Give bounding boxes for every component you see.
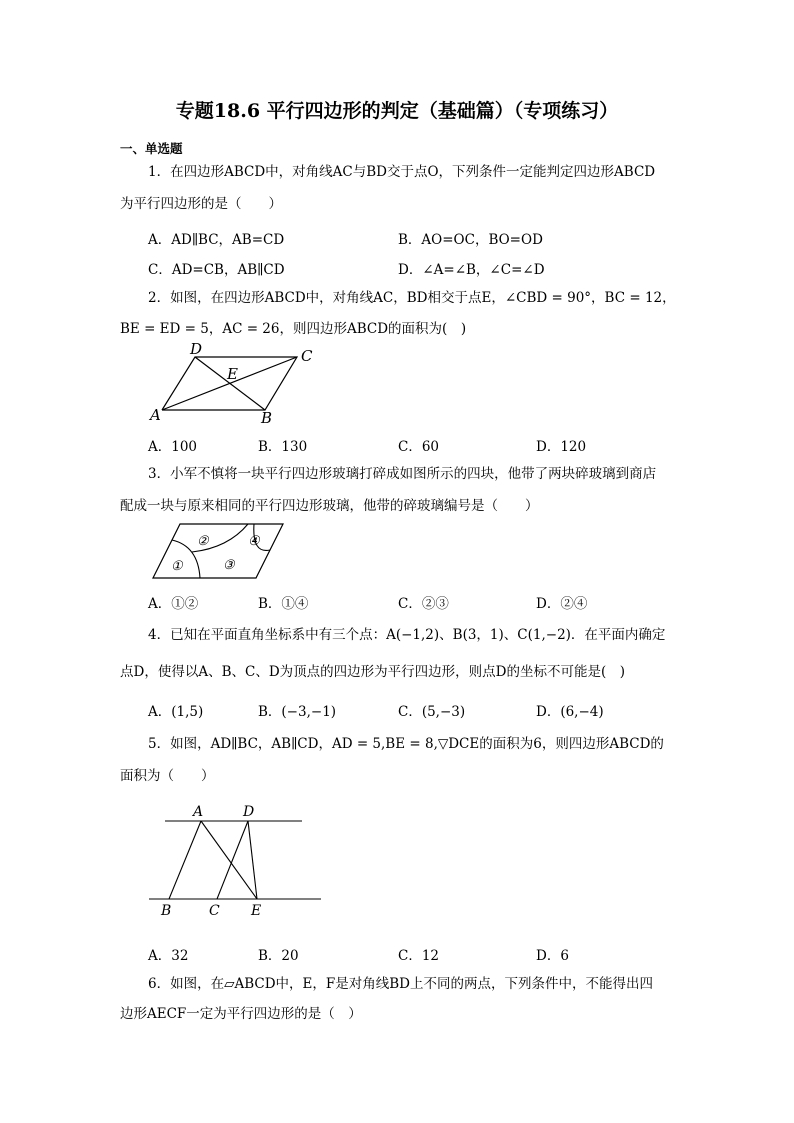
q2-label-d: D [190, 340, 203, 358]
q4-line2: 点D，使得以A、B、C、D为顶点的四边形为平行四边形，则点D的坐标不可能是( ) [120, 664, 626, 680]
q2-label-b: B [261, 409, 273, 427]
q2-label-a: A [150, 406, 161, 424]
q3-figure [150, 522, 286, 580]
q3-label-4: ④ [248, 534, 260, 549]
q1-line2: 为平行四边形的是（ ） [120, 196, 282, 212]
q6-line1: 6．如图，在▱ABCD中，E，F是对角线BD上不同的两点，下列条件中，不能得出四 [148, 976, 654, 992]
q3-label-3: ③ [223, 558, 235, 573]
q1-line1: 1．在四边形ABCD中，对角线AC与BD交于点O，下列条件一定能判定四边形ABCD [148, 164, 656, 180]
q4-option-d: D．(6,−4) [536, 704, 604, 720]
q2-line2: BE = ED = 5，AC = 26，则四边形ABCD的面积为( ) [120, 321, 467, 337]
q5-label-e: E [251, 903, 262, 919]
q5-option-b: B．20 [258, 948, 299, 964]
q5-label-a: A [193, 804, 204, 820]
q6-line2: 边形AECF一定为平行四边形的是（ ） [120, 1006, 362, 1022]
q3-label-2: ② [197, 534, 209, 549]
q3-option-c: C．②③ [398, 596, 449, 612]
q5-label-c: C [209, 903, 220, 919]
q2-option-d: D．120 [536, 439, 587, 455]
q4-option-c: C．(5,−3) [398, 704, 466, 720]
q3-line1: 3．小军不慎将一块平行四边形玻璃打碎成如图所示的四块，他带了两块碎玻璃到商店 [148, 466, 657, 482]
q4-line1: 4．已知在平面直角坐标系中有三个点：A(−1,2)、B(3，1)、C(1,−2)．在平面内确定 [148, 627, 666, 643]
q5-option-c: C．12 [398, 948, 440, 964]
q1-option-d: D．∠A=∠B，∠C=∠D [398, 262, 545, 278]
q5-label-b: B [161, 903, 172, 919]
q2-option-c: C．60 [398, 439, 440, 455]
q3-option-b: B．①④ [258, 596, 309, 612]
q1-option-c: C．AD=CB，AB∥CD [148, 262, 285, 278]
q2-label-c: C [301, 347, 313, 365]
q5-segment-de [248, 821, 257, 899]
q5-figure [145, 802, 325, 920]
q2-option-b: B．130 [258, 439, 308, 455]
q4-option-a: A．(1,5) [148, 704, 204, 720]
q3-option-a: A．①② [148, 596, 199, 612]
q1-option-b: B．AO=OC，BO=OD [398, 232, 543, 248]
q2-label-e: E [227, 365, 238, 383]
section-heading: 一、单选题 [120, 141, 183, 156]
page-title: 专题18.6 平行四边形的判定（基础篇）（专项练习） [175, 100, 619, 122]
q5-option-a: A．32 [148, 948, 189, 964]
q5-line1: 5．如图，AD∥BC，AB∥CD，AD = 5,BE = 8,▽DCE的面积为6，则四边形ABCD的 [148, 736, 664, 752]
q4-option-b: B．(−3,−1) [258, 704, 337, 720]
q3-option-d: D．②④ [536, 596, 588, 612]
q2-option-a: A．100 [148, 439, 198, 455]
q2-line1: 2．如图，在四边形ABCD中，对角线AC，BD相交于点E，∠CBD = 90°，BC = 12， [148, 290, 676, 306]
q1-option-a: A．AD∥BC，AB=CD [148, 232, 285, 248]
q2-figure [140, 342, 330, 426]
q5-segment-ae [201, 821, 257, 899]
q3-label-1: ① [171, 559, 183, 574]
q3-line2: 配成一块与原来相同的平行四边形玻璃，他带的碎玻璃编号是（ ） [120, 498, 539, 514]
q5-segment-ab [169, 821, 201, 899]
q5-option-d: D．6 [536, 948, 569, 964]
q5-label-d: D [243, 804, 255, 820]
q5-line2: 面积为（ ） [120, 768, 215, 784]
q5-segment-dc [217, 821, 248, 899]
